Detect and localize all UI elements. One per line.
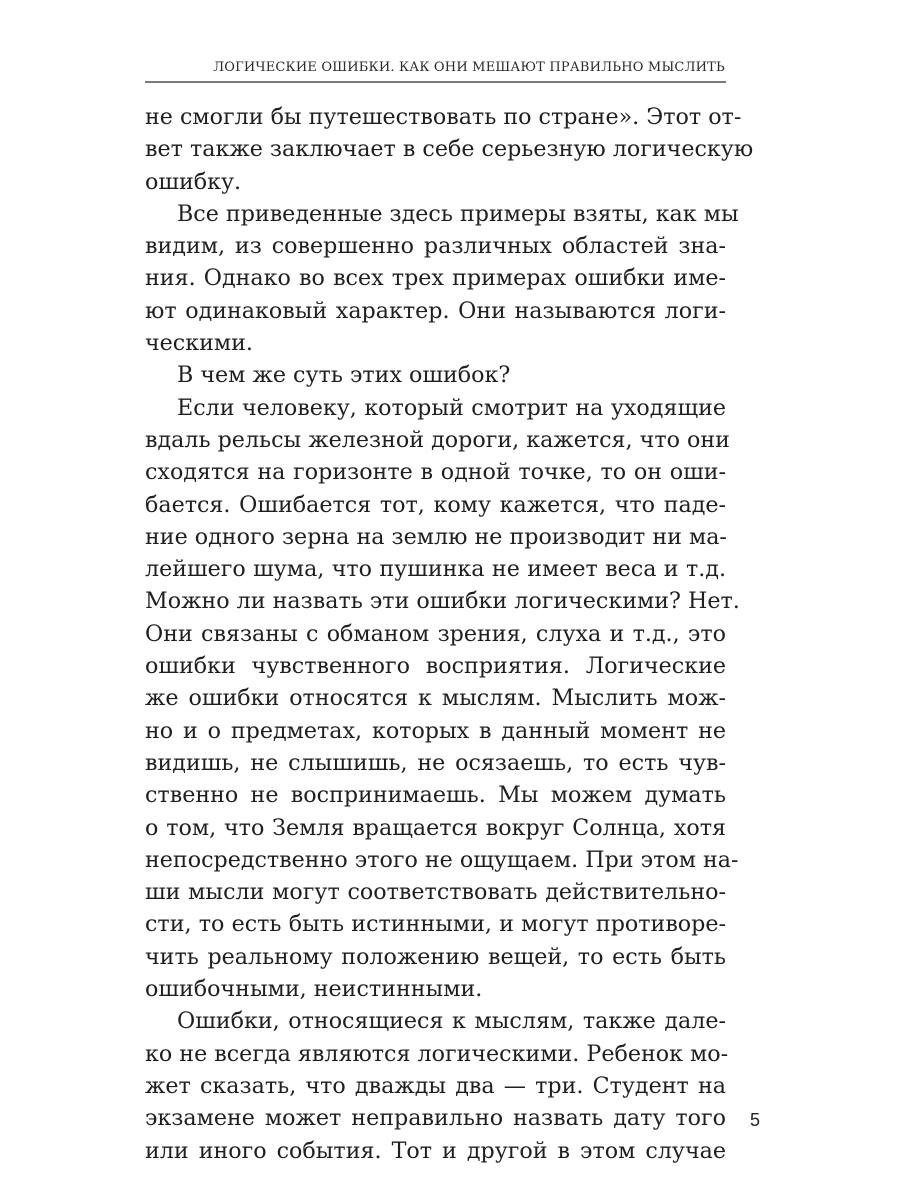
text-line: Если человеку, который смотрит на уходящие [177, 394, 726, 421]
text-line: бается. Ошибается тот, кому кажется, что паде- [145, 491, 726, 518]
text-line: лейшего шума, что пушинка не имеет веса и т.д. [145, 556, 726, 583]
text-line: Можно ли назвать эти ошибки логическими? Нет. [145, 588, 740, 615]
text-line: о том, что Земля вращается вокруг Солнца, хотя [145, 814, 726, 841]
text-line: ошибочными, неистинными. [145, 976, 483, 1003]
paragraph [145, 392, 740, 1006]
text-line: Они связаны с обманом зрения, слуха и т.д., это [145, 620, 726, 647]
text-line: вет также заключает в себе серьезную логическую [145, 136, 754, 163]
text-line: ко не всегда являются логическими. Ребенок мо- [145, 1040, 729, 1067]
text-line: ческими. [145, 330, 253, 357]
body-text [145, 101, 754, 1167]
text-line: ния. Однако во всех трех примерах ошибки име- [145, 265, 726, 292]
text-line: видишь, не слышишь, не осязаешь, то есть чув- [145, 749, 726, 776]
text-line: чить реальному положению вещей, то есть быть [145, 943, 726, 970]
text-line: ние одного зерна на землю не производит ни ма- [145, 523, 727, 550]
paragraph [145, 1005, 729, 1166]
paragraph [145, 359, 726, 391]
text-line: ши мысли могут соответствовать действительно- [145, 879, 726, 906]
text-line: непосредственно этого не ощущаем. При этом на- [145, 846, 739, 873]
text-line: ют одинаковый характер. Они называются логи- [145, 297, 726, 324]
header-rule [145, 81, 726, 83]
text-line: вдаль рельсы железной дороги, кажется, что они [145, 426, 730, 453]
text-line: Все приведенные здесь примеры взяты, как мы [177, 200, 739, 227]
text-line: ошибки чувственного восприятия. Логические [145, 653, 726, 680]
text-line: не смогли бы путешествовать по стране». Этот от- [145, 104, 742, 130]
paragraph [145, 101, 754, 198]
text-line: ошибку. [145, 168, 242, 195]
page-number: 5 [749, 1110, 760, 1130]
text-line: жет сказать, что дважды два — три. Студент на [145, 1072, 726, 1099]
text-line: но и о предметах, которых в данный момент не [145, 717, 726, 744]
text-line: или иного события. Тот и другой в этом случае [145, 1137, 726, 1164]
text-line: ственно не воспринимаешь. Мы можем думать [145, 782, 726, 809]
text-line: Ошибки, относящиеся к мыслям, также дале- [177, 1008, 726, 1035]
paragraph [145, 198, 739, 359]
text-line: же ошибки относятся к мыслям. Мыслить мож- [145, 685, 726, 712]
text-line: сти, то есть быть истинными, и могут противоре- [145, 911, 726, 938]
text-line: В чем же суть этих ошибок? [177, 362, 511, 389]
text-line: экзамене может неправильно назвать дату того [145, 1105, 726, 1132]
running-header: ЛОГИЧЕСКИЕ ОШИБКИ. КАК ОНИ МЕШАЮТ ПРАВИЛЬНО МЫСЛИТЬ [213, 60, 725, 75]
text-line: видим, из совершенно различных областей зна- [145, 233, 726, 260]
text-line: сходятся на горизонте в одной точке, то он оши- [145, 459, 726, 486]
